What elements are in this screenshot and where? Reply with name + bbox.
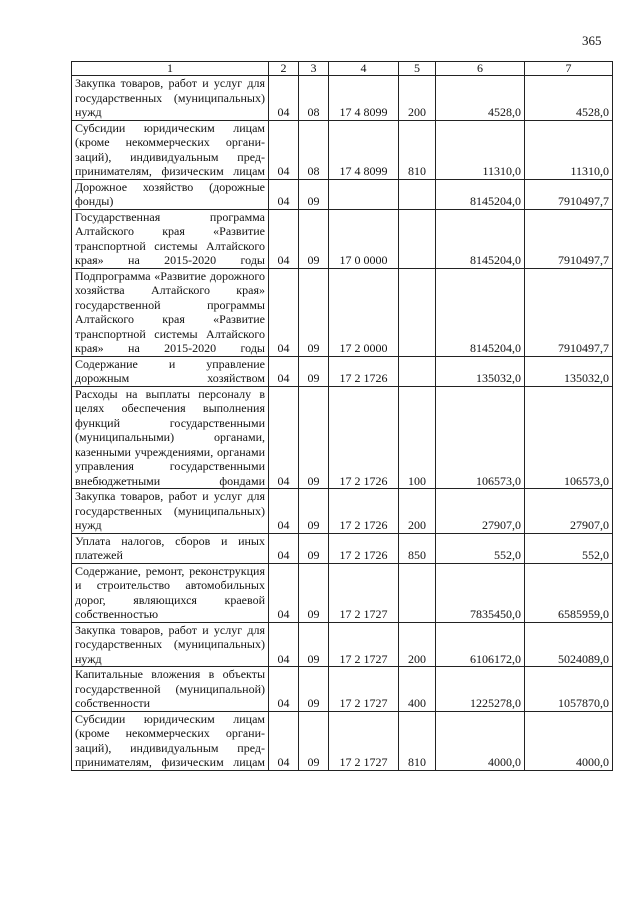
row-section: 04: [269, 533, 299, 563]
row-subsection: 09: [299, 386, 329, 489]
row-name: Содержание и управление дорожным хозяйством: [72, 356, 269, 386]
row-expense-type: 200: [399, 489, 436, 534]
row-target-article: 17 2 1727: [329, 563, 399, 622]
row-subsection: 09: [299, 209, 329, 268]
row-expense-type: [399, 209, 436, 268]
row-amount-2: 4528,0: [525, 76, 613, 121]
table-row: [72, 120, 613, 179]
row-amount-1: 106573,0: [436, 386, 525, 489]
row-expense-type: 200: [399, 76, 436, 121]
row-subsection: 09: [299, 667, 329, 712]
row-expense-type: [399, 356, 436, 386]
header-col-7: 7: [525, 62, 613, 76]
row-amount-2: 135032,0: [525, 356, 613, 386]
row-section: 04: [269, 711, 299, 770]
row-amount-1: 8145204,0: [436, 179, 525, 209]
row-amount-2: 7910497,7: [525, 209, 613, 268]
row-target-article: 17 2 0000: [329, 268, 399, 356]
row-expense-type: 100: [399, 386, 436, 489]
table-row: [72, 489, 613, 534]
table-row: [72, 76, 613, 121]
row-target-article: 17 2 1726: [329, 533, 399, 563]
row-target-article: 17 2 1726: [329, 356, 399, 386]
row-amount-2: 4000,0: [525, 711, 613, 770]
row-target-article: 17 4 8099: [329, 120, 399, 179]
row-amount-1: 135032,0: [436, 356, 525, 386]
table-row: [72, 209, 613, 268]
row-section: 04: [269, 489, 299, 534]
table-row: [72, 533, 613, 563]
row-target-article: 17 0 0000: [329, 209, 399, 268]
row-subsection: 08: [299, 120, 329, 179]
row-section: 04: [269, 622, 299, 667]
row-amount-2: 6585959,0: [525, 563, 613, 622]
row-amount-2: 1057870,0: [525, 667, 613, 712]
row-expense-type: [399, 268, 436, 356]
header-col-4: 4: [329, 62, 399, 76]
row-amount-2: 5024089,0: [525, 622, 613, 667]
row-section: 04: [269, 268, 299, 356]
row-amount-1: 7835450,0: [436, 563, 525, 622]
row-target-article: 17 4 8099: [329, 76, 399, 121]
row-amount-1: 8145204,0: [436, 268, 525, 356]
row-subsection: 09: [299, 268, 329, 356]
row-amount-2: 11310,0: [525, 120, 613, 179]
row-target-article: 17 2 1727: [329, 622, 399, 667]
header-col-5: 5: [399, 62, 436, 76]
row-amount-2: 7910497,7: [525, 268, 613, 356]
row-target-article: [329, 179, 399, 209]
row-name: Подпрограмма «Развитие дорожного хозяйства Алтайского края» государственной программы Алтайского края «Развитие транспортной системы Алтайского края» на 2015-2020 годы: [72, 268, 269, 356]
row-target-article: 17 2 1726: [329, 386, 399, 489]
row-expense-type: 810: [399, 120, 436, 179]
row-target-article: 17 2 1727: [329, 667, 399, 712]
row-section: 04: [269, 667, 299, 712]
row-amount-1: 11310,0: [436, 120, 525, 179]
table-row: [72, 667, 613, 712]
table-row: [72, 386, 613, 489]
table-row: [72, 622, 613, 667]
row-section: 04: [269, 356, 299, 386]
row-amount-1: 8145204,0: [436, 209, 525, 268]
header-row: [72, 62, 613, 76]
row-name: Расходы на выплаты персоналу в целях обеспечения выполнения функций государственными (муниципальными) органами, казенными учреждениями, органами управления государственными внебюджетными фондами: [72, 386, 269, 489]
row-amount-2: 7910497,7: [525, 179, 613, 209]
row-subsection: 09: [299, 711, 329, 770]
row-subsection: 09: [299, 179, 329, 209]
row-section: 04: [269, 179, 299, 209]
row-subsection: 08: [299, 76, 329, 121]
row-amount-1: 27907,0: [436, 489, 525, 534]
row-expense-type: 810: [399, 711, 436, 770]
row-amount-1: 4000,0: [436, 711, 525, 770]
header-col-2: 2: [269, 62, 299, 76]
row-subsection: 09: [299, 356, 329, 386]
row-expense-type: 200: [399, 622, 436, 667]
row-section: 04: [269, 563, 299, 622]
row-name: Закупка товаров, работ и услуг для государственных (муниципальных) нужд: [72, 76, 269, 121]
row-subsection: 09: [299, 622, 329, 667]
row-amount-2: 27907,0: [525, 489, 613, 534]
header-col-1: 1: [72, 62, 269, 76]
row-name: Уплата налогов, сборов и иных платежей: [72, 533, 269, 563]
table-row: [72, 356, 613, 386]
row-name: Капитальные вложения в объекты государственной (муниципальной) собственности: [72, 667, 269, 712]
row-name: Содержание, ремонт, реконструкция и строительство автомобильных дорог, являющихся краевой собственностью: [72, 563, 269, 622]
row-subsection: 09: [299, 533, 329, 563]
row-expense-type: [399, 179, 436, 209]
header-col-3: 3: [299, 62, 329, 76]
row-name: Закупка товаров, работ и услуг для государственных (муниципальных) нужд: [72, 489, 269, 534]
row-name: Субсидии юридическим лицам (кроме некоммерческих организаций), индивидуальным предпринимателям, физическим лицам: [72, 120, 269, 179]
table-row: [72, 268, 613, 356]
row-section: 04: [269, 209, 299, 268]
row-name: Государственная программа Алтайского края «Развитие транспортной системы Алтайского края» на 2015-2020 годы: [72, 209, 269, 268]
header-col-6: 6: [436, 62, 525, 76]
row-name: Субсидии юридическим лицам (кроме некоммерческих организаций), индивидуальным предпринимателям, физическим лицам: [72, 711, 269, 770]
row-subsection: 09: [299, 563, 329, 622]
row-name: Дорожное хозяйство (дорожные фонды): [72, 179, 269, 209]
row-subsection: 09: [299, 489, 329, 534]
row-expense-type: [399, 563, 436, 622]
row-amount-1: 1225278,0: [436, 667, 525, 712]
row-expense-type: 400: [399, 667, 436, 712]
row-target-article: 17 2 1727: [329, 711, 399, 770]
table-row: [72, 563, 613, 622]
table-row: [72, 179, 613, 209]
budget-table: [71, 61, 613, 771]
row-amount-2: 552,0: [525, 533, 613, 563]
row-amount-1: 6106172,0: [436, 622, 525, 667]
row-expense-type: 850: [399, 533, 436, 563]
row-section: 04: [269, 386, 299, 489]
row-name: Закупка товаров, работ и услуг для государственных (муниципальных) нужд: [72, 622, 269, 667]
row-section: 04: [269, 76, 299, 121]
row-amount-1: 4528,0: [436, 76, 525, 121]
row-amount-1: 552,0: [436, 533, 525, 563]
page-number: 365: [582, 33, 602, 48]
table-row: [72, 711, 613, 770]
row-section: 04: [269, 120, 299, 179]
row-amount-2: 106573,0: [525, 386, 613, 489]
row-target-article: 17 2 1726: [329, 489, 399, 534]
